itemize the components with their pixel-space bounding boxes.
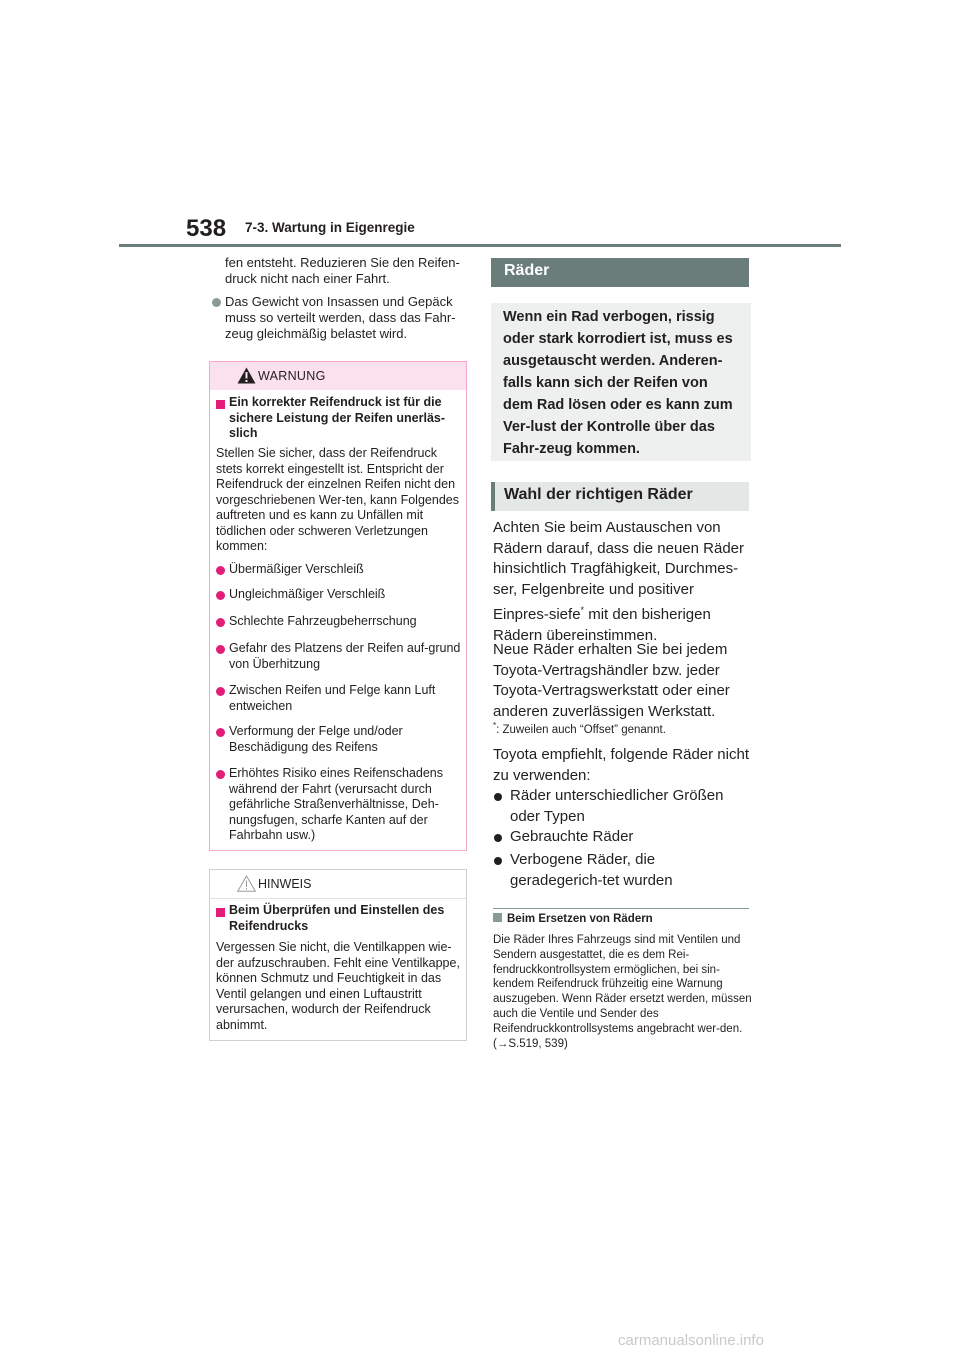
footnote-mark: * (580, 605, 585, 615)
footnote (493, 721, 666, 736)
list-item: Schlechte Fahrzeugbeherrschung (229, 614, 417, 628)
paragraph: Toyota empfiehlt, folgende Räder nicht zu verwenden: (493, 746, 749, 784)
caution-triangle-icon (237, 875, 256, 892)
bullet-dot (212, 298, 221, 307)
note-heading: Beim Überprüfen und Einstellen des Reifendrucks (229, 903, 445, 933)
warning-heading: Ein korrekter Reifendruck ist für die sichere Leistung der Reifen unerläs-slich (229, 395, 446, 440)
paragraph-text: Achten Sie beim Austauschen von Rädern darauf, dass die neuen Räder hinsichtlich Tragfähigkeit, Durchmes-ser, Felgenbreite und positiver Einpres-siefe (493, 519, 745, 623)
warning-triangle-icon (237, 367, 256, 384)
pink-square-icon (216, 400, 225, 409)
bullet-dot (216, 687, 225, 696)
list-item: Das Gewicht von Insassen und Gepäck muss so verteilt werden, dass das Fahr-zeug gleichmäßig belastet wird. (225, 294, 456, 341)
intro-text: Wenn ein Rad verbogen, rissig oder stark korrodiert ist, muss es ausgetauscht werden. Anderen-falls kann sich der Reifen von dem Rad lösen oder es kann zum Ver-lust der Kontrolle über das Fahr-zeug kommen. (503, 309, 733, 457)
warning-header (210, 362, 466, 390)
footnote-mark: * (493, 721, 497, 730)
section-header (491, 258, 749, 287)
paragraph (493, 518, 753, 646)
bullet-dot (216, 591, 225, 600)
header-rule (119, 244, 841, 247)
list-item: Räder unterschiedlicher Größen oder Typen (510, 787, 724, 825)
list-item: Gefahr des Platzens der Reifen auf-grund von Überhitzung (229, 641, 461, 671)
note-header (210, 870, 466, 899)
list-item: Zwischen Reifen und Felge kann Luft entweichen (229, 683, 436, 713)
paragraph: Neue Räder erhalten Sie bei jedem Toyota-Vertragshändler bzw. jeder Toyota-Vertragswerkstatt oder einer anderen zuverlässigen Werkstatt. (493, 641, 730, 720)
note-title: HINWEIS (258, 877, 312, 891)
bullet-dot (494, 857, 502, 865)
list-item: Übermäßiger Verschleiß (229, 562, 364, 576)
warning-title: WARNUNG (258, 369, 326, 383)
divider (493, 908, 749, 909)
subsection-title: Wahl der richtigen Räder (504, 486, 693, 503)
bullet-dot (216, 645, 225, 654)
section-title: Räder (504, 262, 550, 279)
chapter-title: 7-3. Wartung in Eigenregie (245, 220, 415, 235)
warning-text: Stellen Sie sicher, dass der Reifendruck stets korrekt eingestellt ist. Entspricht der Reifendruck der einzelnen Reifen nicht den vorgeschriebenen Wer-ten, kann Folgendes auftreten und es kann zu Unfällen mit tödlichen oder schweren Verletzungen kommen: (216, 446, 459, 553)
subsection-accent-bar (491, 482, 495, 511)
list-item: Gebrauchte Räder (510, 828, 634, 845)
subsection-header (491, 482, 749, 511)
gray-square-icon (493, 913, 502, 922)
page-number: 538 (186, 215, 227, 242)
intro-box (491, 303, 751, 461)
footnote-text: : Zuweilen auch “Offset” genannt. (496, 723, 666, 736)
paragraph-text: mit den bisherigen Rädern übereinstimmen. (493, 606, 711, 644)
small-heading-text: Beim Ersetzen von Rädern (507, 913, 653, 925)
bullet-dot (494, 834, 502, 842)
list-item: Verbogene Räder, die geradegerich-tet wurden (510, 851, 673, 889)
list-item: Erhöhtes Risiko eines Reifenschadens während der Fahrt (verursacht durch gefährliche Straßenverhältnisse, Deh-nungsfugen, scharfe Kanten auf der Fahrbahn usw.) (229, 766, 444, 842)
bullet-dot (216, 770, 225, 779)
bullet-dot (494, 793, 502, 801)
warning-box (209, 361, 467, 851)
small-paragraph: Die Räder Ihres Fahrzeugs sind mit Ventilen und Sendern ausgestattet, die es dem Rei-fendruckkontrollsystem ermöglichen, bei sin-kendem Reifendruck frühzeitig eine Warnung auszugeben. Wenn Räder ersetzt werden, müssen auch die Ventile und Sender des Reifendruckkontrollsystems angebracht wer-den. (→S.519, 539) (493, 934, 752, 1050)
continued-text: fen entsteht. Reduzieren Sie den Reifen-druck nicht nach einer Fahrt. (225, 255, 460, 286)
list-item: Verformung der Felge und/oder Beschädigung des Reifens (229, 724, 403, 754)
bullet-dot (216, 566, 225, 575)
bullet-dot (216, 728, 225, 737)
list-item: Ungleichmäßiger Verschleiß (229, 587, 386, 601)
bullet-dot (216, 618, 225, 627)
note-box (209, 869, 467, 1041)
note-text: Vergessen Sie nicht, die Ventilkappen wie-der aufzuschrauben. Fehlt eine Ventilkappe, können Schmutz und Feuchtigkeit in das Ventil gelangen und einen Luftaustritt verursachen, wodurch der Reifendruck abnimmt. (216, 940, 460, 1032)
small-heading (493, 913, 653, 925)
watermark: carmanualsonline.info (618, 1332, 764, 1349)
pink-square-icon (216, 908, 225, 917)
